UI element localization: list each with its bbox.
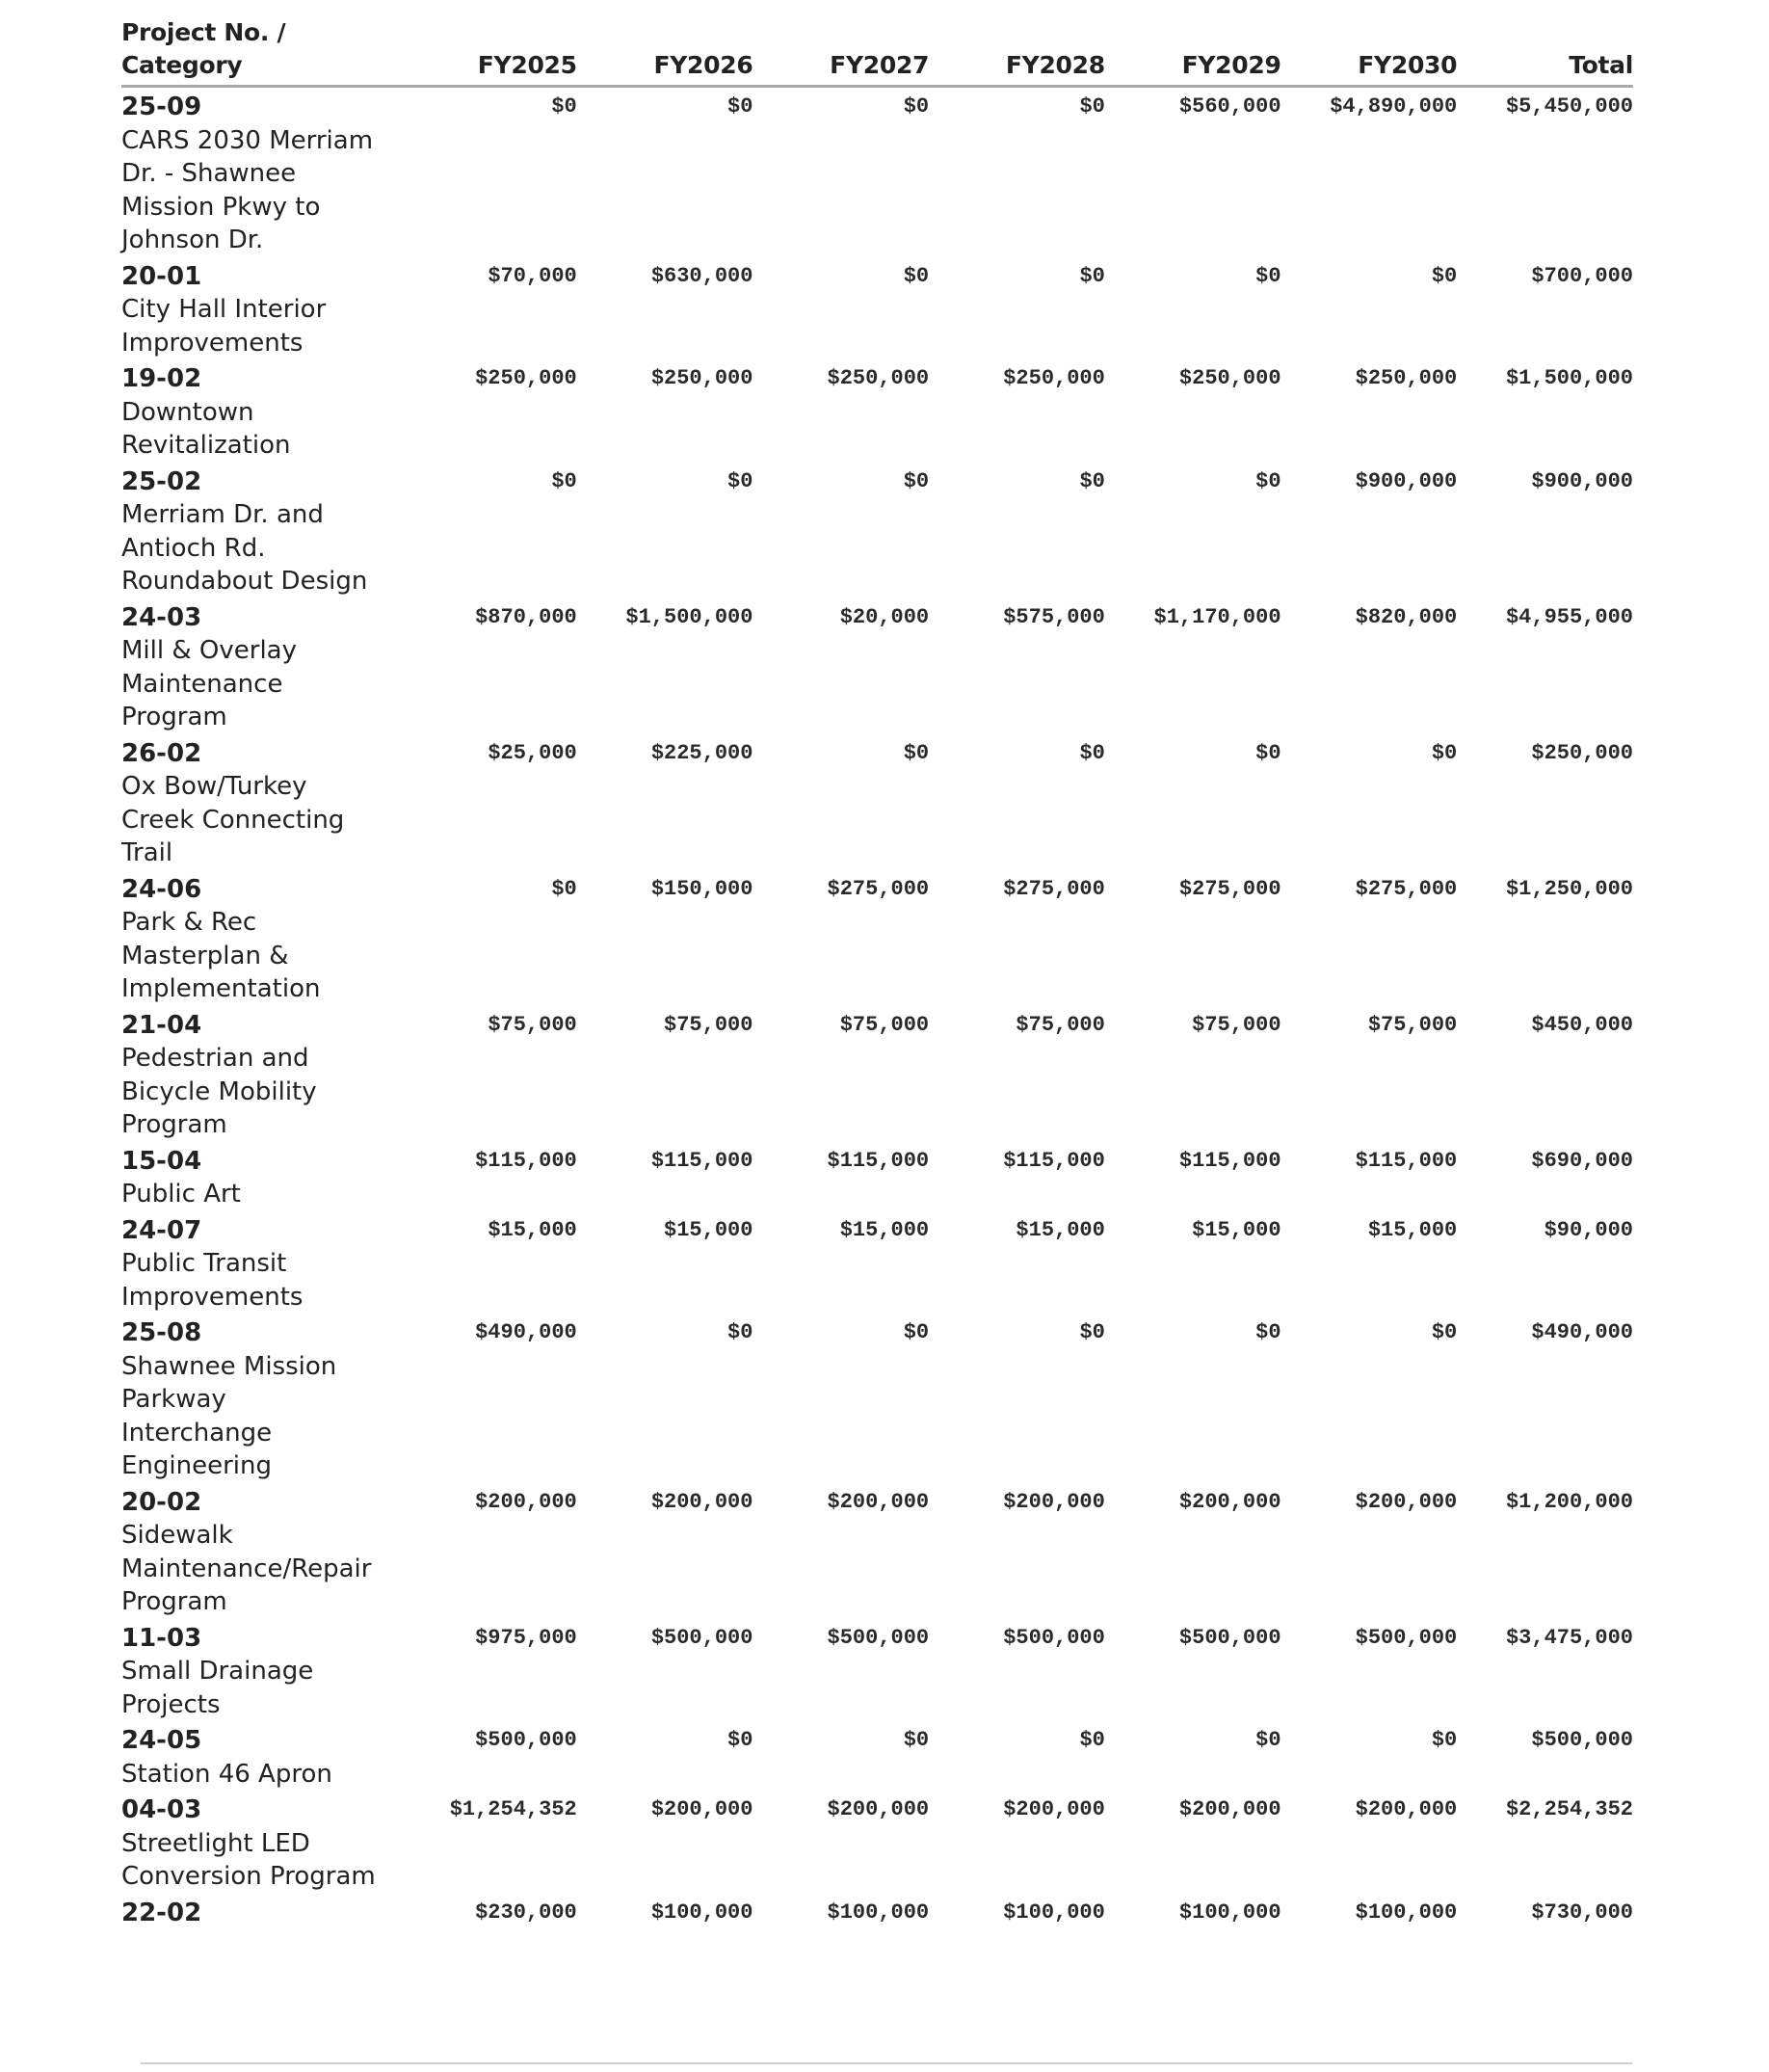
table-row [121, 260, 1633, 363]
amount-cell-fy2029: $0 [1255, 1728, 1281, 1752]
table-row [121, 1316, 1633, 1486]
amount-cell-fy2025: $230,000 [475, 1899, 577, 1925]
table-row [121, 87, 1633, 260]
total-cell: $730,000 [1531, 1899, 1633, 1925]
amount-cell-fy2026: $0 [727, 1320, 753, 1344]
amount-cell-fy2029: $500,000 [1178, 1625, 1281, 1650]
table-row [121, 1214, 1633, 1317]
amount-cell-fy2027: $15,000 [839, 1217, 930, 1242]
amount-cell-fy2025: $500,000 [475, 1728, 577, 1752]
project-number: 24-03 [121, 602, 202, 632]
total-cell: $5,450,000 [1505, 94, 1633, 119]
project-cell [121, 873, 401, 1009]
project-cell [121, 260, 401, 363]
project-name: Sidewalk Maintenance/Repair Program [121, 1521, 372, 1616]
amount-cell-fy2030: $200,000 [1355, 1797, 1458, 1821]
amount-cell-fy2030: $250,000 [1355, 366, 1458, 390]
amount-cell-fy2025: $70,000 [488, 263, 577, 288]
total-cell: $500,000 [1531, 1728, 1633, 1752]
amount-cell-fy2029: $0 [1255, 740, 1281, 765]
project-name: Pedestrian and Bicycle Mobility Program [121, 1044, 317, 1139]
project-cell [121, 1214, 401, 1317]
project-number: 24-07 [121, 1215, 202, 1245]
project-cell [121, 362, 401, 465]
project-name: Public Transit Improvements [121, 1249, 304, 1312]
header-fy2028: FY2028 [929, 16, 1105, 87]
amount-cell-fy2026: $15,000 [664, 1217, 753, 1242]
header-project-line2: Category [121, 51, 243, 79]
amount-cell-fy2025: $75,000 [488, 1012, 577, 1037]
amount-cell-fy2025: $490,000 [475, 1320, 577, 1344]
footer-divider [141, 2062, 1632, 2064]
amount-cell-fy2030: $500,000 [1355, 1625, 1458, 1650]
project-number: 21-04 [121, 1010, 202, 1040]
amount-cell-fy2026: $250,000 [650, 366, 753, 390]
project-cell [121, 1793, 401, 1897]
project-name: Downtown Revitalization [121, 397, 291, 460]
amount-cell-fy2027: $0 [903, 468, 930, 493]
table-row [121, 1009, 1633, 1145]
amount-cell-fy2027: $75,000 [839, 1012, 930, 1037]
project-number: 25-02 [121, 466, 202, 496]
project-number: 04-03 [121, 1795, 202, 1824]
table-row [121, 873, 1633, 1009]
header-fy2025: FY2025 [401, 16, 577, 87]
amount-cell-fy2028: $115,000 [1003, 1148, 1105, 1173]
table-row [121, 737, 1633, 873]
amount-cell-fy2027: $275,000 [827, 876, 930, 901]
project-cell [121, 601, 401, 737]
amount-cell-fy2030: $15,000 [1367, 1217, 1458, 1242]
amount-cell-fy2026: $200,000 [650, 1489, 753, 1514]
amount-cell-fy2029: $115,000 [1178, 1148, 1281, 1173]
project-cell [121, 1724, 401, 1793]
project-number: 25-09 [121, 93, 202, 121]
amount-cell-fy2029: $15,000 [1192, 1217, 1281, 1242]
amount-cell-fy2028: $200,000 [1003, 1797, 1105, 1821]
table-row [121, 465, 1633, 601]
amount-cell-fy2026: $150,000 [650, 876, 753, 901]
amount-cell-fy2030: $820,000 [1355, 604, 1458, 629]
table-row [121, 601, 1633, 737]
amount-cell-fy2026: $1,500,000 [625, 604, 753, 629]
amount-cell-fy2029: $0 [1255, 1320, 1281, 1344]
header-fy2027: FY2027 [752, 16, 929, 87]
amount-cell-fy2025: $25,000 [488, 740, 577, 765]
amount-cell-fy2025: $200,000 [475, 1489, 577, 1514]
project-name: Mill & Overlay Maintenance Program [121, 636, 297, 731]
amount-cell-fy2026: $0 [727, 468, 753, 493]
project-name: Shawnee Mission Parkway Interchange Engineering [121, 1351, 337, 1480]
project-cell [121, 1316, 401, 1486]
amount-cell-fy2030: $100,000 [1355, 1899, 1458, 1925]
amount-cell-fy2029: $0 [1255, 468, 1281, 493]
total-cell: $90,000 [1544, 1217, 1633, 1242]
amount-cell-fy2026: $100,000 [650, 1899, 753, 1925]
amount-cell-fy2028: $100,000 [1003, 1899, 1105, 1925]
amount-cell-fy2029: $1,170,000 [1153, 604, 1281, 629]
amount-cell-fy2028: $0 [1079, 468, 1105, 493]
amount-cell-fy2027: $250,000 [827, 366, 930, 390]
project-name: City Hall Interior Improvements [121, 295, 327, 358]
project-cell [121, 87, 401, 260]
header-project-category [121, 16, 401, 87]
project-number: 22-02 [121, 1898, 202, 1927]
header-fy2029: FY2029 [1105, 16, 1281, 87]
amount-cell-fy2028: $575,000 [1003, 604, 1105, 629]
amount-cell-fy2027: $20,000 [839, 604, 930, 629]
amount-cell-fy2025: $0 [551, 94, 577, 119]
amount-cell-fy2030: $275,000 [1355, 876, 1458, 901]
total-cell: $1,250,000 [1505, 876, 1633, 901]
project-number: 20-02 [121, 1487, 202, 1517]
project-name: Ox Bow/Turkey Creek Connecting Trail [121, 772, 345, 867]
total-cell: $900,000 [1531, 468, 1633, 493]
project-cell [121, 1622, 401, 1725]
header-row [121, 16, 1633, 87]
amount-cell-fy2025: $0 [551, 876, 577, 901]
amount-cell-fy2029: $275,000 [1178, 876, 1281, 901]
project-name: Public Art [121, 1180, 241, 1209]
project-name: Park & Rec Masterplan & Implementation [121, 908, 321, 1003]
amount-cell-fy2027: $0 [903, 263, 930, 288]
project-cell [121, 1897, 401, 1933]
amount-cell-fy2028: $0 [1079, 263, 1105, 288]
header-fy2026: FY2026 [577, 16, 753, 87]
total-cell: $2,254,352 [1505, 1797, 1633, 1821]
amount-cell-fy2027: $0 [903, 94, 930, 119]
amount-cell-fy2025: $1,254,352 [449, 1797, 577, 1821]
amount-cell-fy2028: $75,000 [1016, 1012, 1105, 1037]
table-row [121, 1724, 1633, 1793]
amount-cell-fy2027: $0 [903, 1728, 930, 1752]
amount-cell-fy2027: $200,000 [827, 1489, 930, 1514]
header-total: Total [1457, 16, 1633, 87]
amount-cell-fy2026: $0 [727, 1728, 753, 1752]
amount-cell-fy2030: $0 [1431, 740, 1458, 765]
amount-cell-fy2027: $500,000 [827, 1625, 930, 1650]
total-cell: $690,000 [1531, 1148, 1633, 1173]
project-number: 24-05 [121, 1726, 202, 1755]
amount-cell-fy2025: $15,000 [488, 1217, 577, 1242]
amount-cell-fy2030: $0 [1431, 1320, 1458, 1344]
amount-cell-fy2030: $4,890,000 [1330, 94, 1458, 119]
amount-cell-fy2025: $975,000 [475, 1625, 577, 1650]
total-cell: $450,000 [1531, 1012, 1633, 1037]
project-cell [121, 465, 401, 601]
total-cell: $3,475,000 [1505, 1625, 1633, 1650]
amount-cell-fy2029: $0 [1255, 263, 1281, 288]
project-name: Station 46 Apron [121, 1759, 332, 1789]
capital-improvement-table [121, 16, 1633, 1932]
amount-cell-fy2028: $15,000 [1016, 1217, 1105, 1242]
project-cell [121, 1009, 401, 1145]
project-cell [121, 737, 401, 873]
amount-cell-fy2030: $0 [1431, 1728, 1458, 1752]
amount-cell-fy2027: $115,000 [827, 1148, 930, 1173]
amount-cell-fy2029: $100,000 [1178, 1899, 1281, 1925]
amount-cell-fy2026: $225,000 [650, 740, 753, 765]
total-cell: $250,000 [1531, 740, 1633, 765]
total-cell: $4,955,000 [1505, 604, 1633, 629]
amount-cell-fy2025: $870,000 [475, 604, 577, 629]
project-number: 25-08 [121, 1318, 202, 1347]
amount-cell-fy2028: $250,000 [1003, 366, 1105, 390]
project-number: 11-03 [121, 1623, 202, 1653]
project-name: CARS 2030 Merriam Dr. - Shawnee Mission Pkwy to Johnson Dr. [121, 125, 374, 254]
amount-cell-fy2028: $500,000 [1003, 1625, 1105, 1650]
amount-cell-fy2029: $560,000 [1178, 94, 1281, 119]
amount-cell-fy2029: $200,000 [1178, 1797, 1281, 1821]
amount-cell-fy2029: $200,000 [1178, 1489, 1281, 1514]
amount-cell-fy2027: $0 [903, 1320, 930, 1344]
table-row [121, 1793, 1633, 1897]
amount-cell-fy2026: $200,000 [650, 1797, 753, 1821]
amount-cell-fy2029: $75,000 [1192, 1012, 1281, 1037]
project-number: 15-04 [121, 1146, 202, 1176]
amount-cell-fy2028: $200,000 [1003, 1489, 1105, 1514]
project-number: 26-02 [121, 738, 202, 768]
amount-cell-fy2029: $250,000 [1178, 366, 1281, 390]
table-row [121, 1897, 1633, 1933]
amount-cell-fy2030: $115,000 [1355, 1148, 1458, 1173]
project-number: 24-06 [121, 874, 202, 904]
table-row [121, 1486, 1633, 1622]
table-body [121, 87, 1633, 1933]
cip-table-page [121, 16, 1633, 1932]
amount-cell-fy2028: $0 [1079, 740, 1105, 765]
table-row [121, 1145, 1633, 1214]
amount-cell-fy2030: $900,000 [1355, 468, 1458, 493]
amount-cell-fy2025: $250,000 [475, 366, 577, 390]
total-cell: $1,500,000 [1505, 366, 1633, 390]
amount-cell-fy2026: $0 [727, 94, 753, 119]
project-cell [121, 1486, 401, 1622]
total-cell: $490,000 [1531, 1320, 1633, 1344]
amount-cell-fy2025: $0 [551, 468, 577, 493]
amount-cell-fy2030: $0 [1431, 263, 1458, 288]
project-number: 20-01 [121, 261, 202, 291]
amount-cell-fy2026: $75,000 [664, 1012, 753, 1037]
amount-cell-fy2028: $0 [1079, 1320, 1105, 1344]
project-name: Merriam Dr. and Antioch Rd. Roundabout Design [121, 500, 368, 596]
header-project-line1: Project No. / [121, 18, 286, 46]
header-fy2030: FY2030 [1281, 16, 1458, 87]
amount-cell-fy2028: $0 [1079, 1728, 1105, 1752]
total-cell: $700,000 [1531, 263, 1633, 288]
project-cell [121, 1145, 401, 1214]
total-cell: $1,200,000 [1505, 1489, 1633, 1514]
amount-cell-fy2027: $200,000 [827, 1797, 930, 1821]
amount-cell-fy2030: $75,000 [1367, 1012, 1458, 1037]
amount-cell-fy2027: $0 [903, 740, 930, 765]
amount-cell-fy2028: $275,000 [1003, 876, 1105, 901]
table-row [121, 362, 1633, 465]
table-row [121, 1622, 1633, 1725]
amount-cell-fy2026: $630,000 [650, 263, 753, 288]
amount-cell-fy2025: $115,000 [475, 1148, 577, 1173]
amount-cell-fy2026: $500,000 [650, 1625, 753, 1650]
amount-cell-fy2027: $100,000 [827, 1899, 930, 1925]
amount-cell-fy2026: $115,000 [650, 1148, 753, 1173]
project-name: Small Drainage Projects [121, 1657, 314, 1719]
amount-cell-fy2028: $0 [1079, 94, 1105, 119]
project-name: Streetlight LED Conversion Program [121, 1828, 376, 1891]
project-number: 19-02 [121, 364, 202, 393]
amount-cell-fy2030: $200,000 [1355, 1489, 1458, 1514]
